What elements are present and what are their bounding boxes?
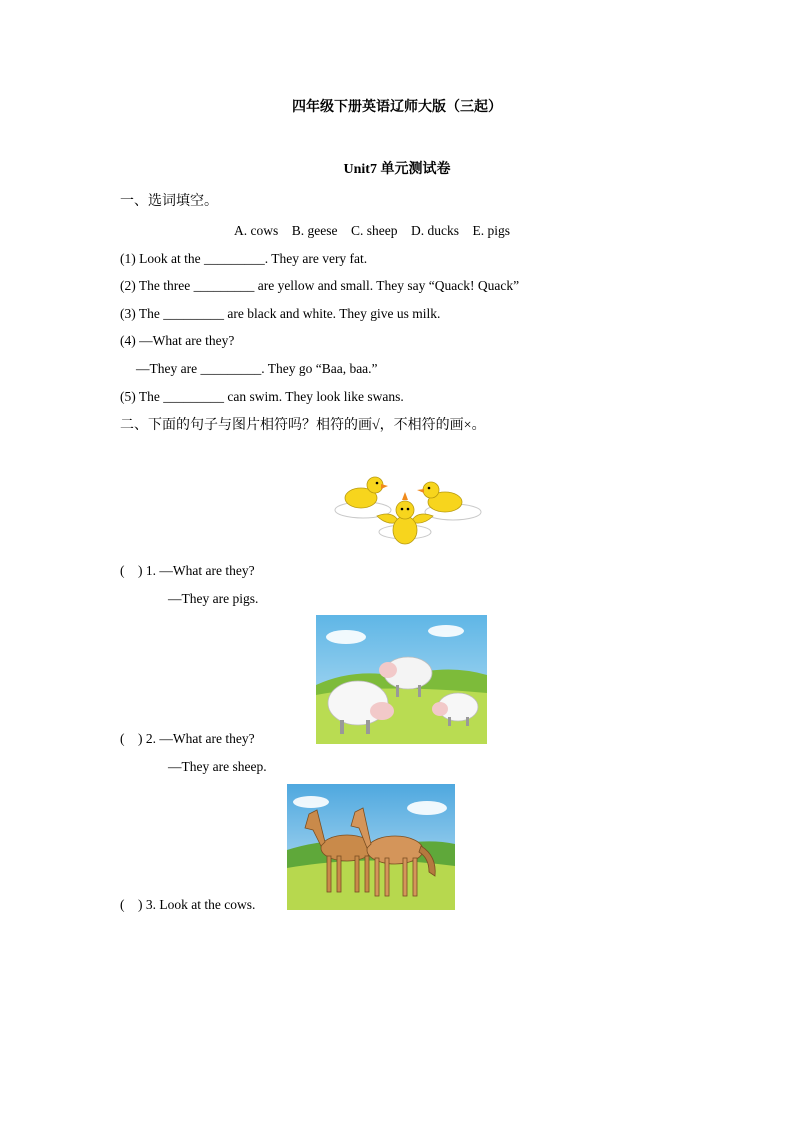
word-options: A. cows B. geese C. sheep D. ducks E. pigs	[234, 223, 510, 238]
fill-item-1: (1) Look at the _________. They are very fat.	[120, 251, 368, 266]
sheep-picture	[316, 615, 487, 744]
duck-left	[345, 477, 388, 508]
question-1-line1: ( ) 1. —What are they?	[120, 563, 255, 578]
page-title: 四年级下册英语辽师大版（三起）	[292, 100, 502, 115]
horses-picture	[287, 784, 455, 910]
question-2-line1: ( ) 2. —What are they?	[120, 731, 255, 746]
fill-item-3: (3) The _________ are black and white. They give us milk.	[120, 306, 441, 321]
section2-heading: 二、下面的句子与图片相符吗？相符的画√，不相符的画×。	[120, 418, 486, 433]
ducks-picture	[333, 470, 483, 552]
fill-item-5: (5) The _________ can swim. They look like swans.	[120, 389, 404, 404]
question-1-line2: —They are pigs.	[168, 591, 259, 606]
page-subtitle: Unit7 单元测试卷	[343, 162, 451, 177]
fill-item-4a: (4) —What are they?	[120, 333, 235, 348]
question-2-line2: —They are sheep.	[168, 759, 267, 774]
question-3-line1: ( ) 3. Look at the cows.	[120, 897, 256, 912]
fill-item-4b: —They are _________. They go “Baa, baa.”	[136, 361, 378, 376]
section1-heading: 一、选词填空。	[120, 194, 218, 209]
fill-item-2: (2) The three _________ are yellow and small. They say “Quack! Quack”	[120, 278, 520, 293]
duck-right	[417, 482, 462, 512]
